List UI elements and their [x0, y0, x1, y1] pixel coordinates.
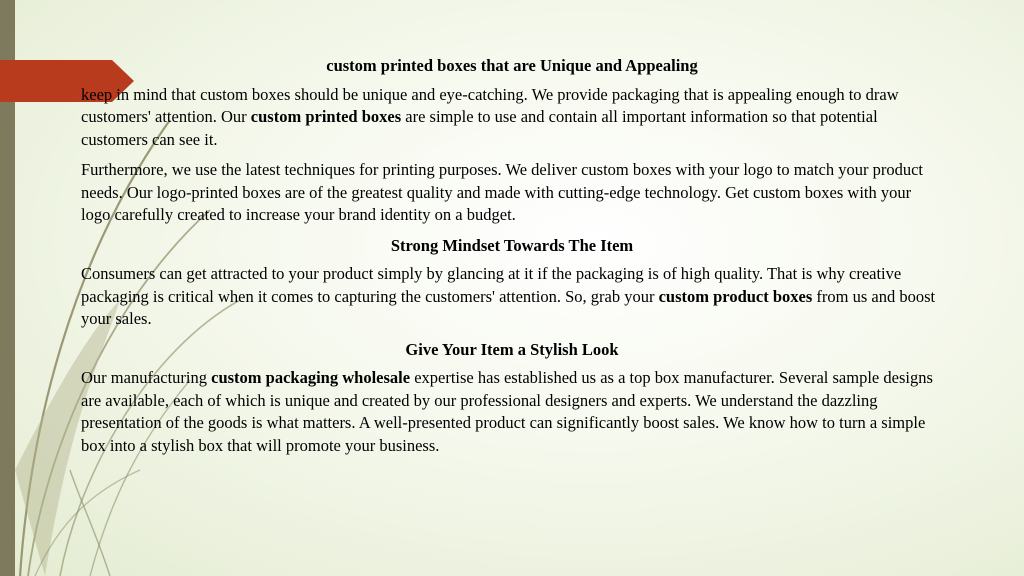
heading-stylish-look: Give Your Item a Stylish Look	[405, 339, 619, 359]
heading-unique-appealing: custom printed boxes that are Unique and Appealing	[326, 56, 698, 75]
p3-text-2: from us and boost your sales.	[81, 286, 936, 328]
p3-text-1: Consumers can get attracted to your product simply by glancing at it if the packaging is of high quality. That is why creative packaging is critical when it comes to capturing the customers' attention. So, grab your	[81, 264, 902, 306]
paragraph-intro	[81, 84, 943, 152]
p3-bold-custom-product-boxes: custom product boxes	[658, 286, 813, 306]
p4-text-1: Our manufacturing	[81, 368, 212, 387]
paragraph-manufacturing	[81, 367, 943, 457]
paragraph-consumers	[81, 263, 943, 331]
p1-text-1: keep in mind that custom boxes should be unique and eye-catching. We provide packaging that is appealing enough to draw customers' attention. Our	[81, 84, 899, 126]
slide-content	[81, 55, 943, 465]
p4-text-2: expertise has established us as a top box manufacturer. Several sample designs are available, each of which is unique and created by our professional designers and experts. We understand the dazzling presentation of the goods is what matters. A well-presented product can significantly boost sales. We know how to turn a simple box into a stylish box that will promote your business.	[81, 368, 933, 455]
heading-strong-mindset: Strong Mindset Towards The Item	[390, 235, 634, 255]
p1-bold-custom-printed-boxes: custom printed boxes	[250, 107, 402, 126]
p1-text-2: are simple to use and contain all important information so that potential customers can see it.	[81, 107, 878, 149]
p4-bold-custom-packaging-wholesale: custom packaging wholesale	[211, 368, 411, 387]
paragraph-printing: Furthermore, we use the latest techniques for printing purposes. We deliver custom boxes with your logo to match your product needs. Our logo-printed boxes are of the greatest quality and made with cutting-edge technology. Get custom boxes with your logo carefully created to increase your brand identity on a budget.	[81, 160, 923, 224]
